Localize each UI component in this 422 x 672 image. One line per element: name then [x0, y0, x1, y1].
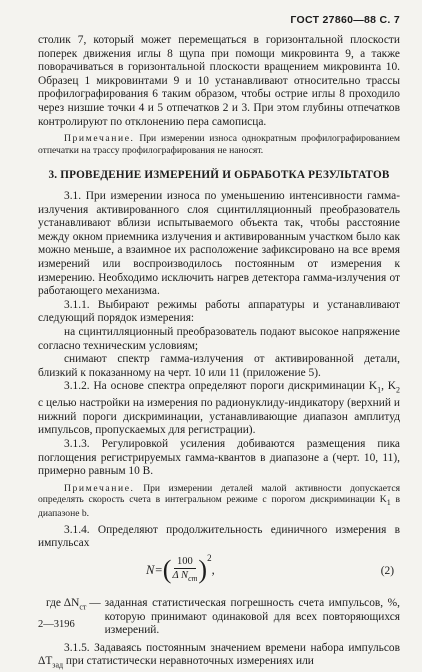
paragraph-3-1-5 — [38, 642, 400, 672]
paragraph-spectrum: снимают спектр гамма-излучения от активированной детали, близкий к показанному на черт. 10 или 11 (приложение 5). — [38, 353, 400, 379]
paragraph-3-1-4: 3.1.4. Определяют продолжительность единичного измерения в импульсах — [38, 523, 400, 550]
formula-comma: , — [211, 562, 215, 577]
formula-legend-term-text: где ΔN — [46, 597, 80, 610]
note-2-subscript: 1 — [386, 498, 391, 508]
note-2-label: Примечание. — [64, 482, 135, 494]
note-1-text: При измерении износа однократным профилографированием отпечатки на трассу профилографирования не наносят. — [38, 133, 400, 156]
formula-legend-description: заданная статистическая погрешность счета импульсов, %, которую принимают одинаковой для всех повторяющихся измерений. — [104, 597, 400, 637]
formula-legend-term-subscript: ст — [79, 602, 87, 612]
formula-right-paren: ) — [198, 555, 208, 585]
note-2-text-a: При измерении деталей малой активности допускается определять скорость счета в интегральном режиме с порогом дискриминации K — [38, 482, 401, 506]
note-2 — [38, 483, 400, 520]
paragraph-3-1-2-text-a: 3.1.2. На основе спектра определяют пороги дискриминации K — [64, 380, 378, 393]
formula-number: (2) — [380, 565, 394, 578]
paragraph-3-1-2-text-c: с целью настройки на измерения по радионуклиду-индикатору (верхний и нижний пороги дискриминации, устанавливающие диапазон амплитуд импульсов, пропускаемых для регистрации). — [38, 397, 400, 437]
paragraph-3-1-3: 3.1.3. Регулировкой усиления добиваются размещения пика поглощения регистрируемых гамма-квантов в диапазоне а (черт. 10, 11), примерно равным 10 В. — [38, 437, 400, 478]
formula-left-paren: ( — [162, 555, 172, 585]
k1-subscript: 1 — [377, 385, 382, 395]
formula-legend-dash: — — [86, 597, 101, 610]
formula-legend — [38, 597, 400, 638]
formula-denominator — [172, 569, 197, 585]
formula-numerator: 100 — [174, 555, 196, 569]
formula-denominator-text: Δ N — [172, 570, 189, 582]
delta-t-subscript: зад — [52, 660, 64, 670]
formula-fraction — [172, 555, 197, 585]
formula-denominator-subscript: ст — [188, 574, 198, 584]
page-header: ГОСТ 27860—88 С. 7 — [290, 14, 400, 26]
paragraph-3-1: 3.1. При измерении износа по уменьшению интенсивности гамма-излучения активированного слоя сцинтилляционный преобразователь устанавливают вблизи испытываемого объекта так, чтобы расстояние между окном приемника излучения и активированным участком было как можно меньше, а взаимное их расположение зафиксировано на все время измерений или воспроизводилось постоянным от измерения к измерению. Необходимо исключить нагрев детектора гамма-излучения от работающего механизма. — [38, 189, 400, 298]
note-1-label: Примечание. — [64, 133, 135, 145]
formula-expression — [146, 555, 215, 585]
formula-legend-term — [38, 597, 105, 638]
formula-lhs: N= — [146, 562, 163, 577]
paragraph-3-1-5-text-a: 3.1.5. Задаваясь постоянным значением времени набора импульсов ΔT — [38, 641, 400, 668]
paragraph-3-1-1: 3.1.1. Выбирают режимы работы аппаратуры и устанавливают следующий порядок измерения: — [38, 298, 400, 325]
note-2-text-b: в диапазоне b. — [38, 494, 400, 520]
formula-2 — [38, 555, 400, 595]
paragraph-continuation: столик 7, который может перемещаться в горизонтальной плоскости поперек движения иглы 8 щупа при помощи микровинта 9, а также поворачиваться в горизонтальной плоскости вращением микровинта 10. Образец 1 микровинтами 9 и 10 устанавливают относительно трассы профилографирования 6 таким образом, чтобы острие иглы 8 проходило через низшие точки 4 и 5 отпечатков 2 и 3. При этом глубины отпечатков контролируют по отклонению пера самописца. — [38, 34, 400, 128]
paragraph-3-1-2-text-b: , K — [381, 380, 396, 393]
note-1 — [38, 133, 400, 156]
paragraph-3-1-2 — [38, 380, 400, 438]
paragraph-scintillator: на сцинтилляционный преобразователь подают высокое напряжение согласно техническим условиям; — [38, 325, 400, 352]
formula-exponent: 2 — [207, 553, 212, 564]
paragraph-3-1-5-text-b: при статистически неравноточных измерениях или — [63, 655, 314, 668]
k2-subscript: 2 — [396, 385, 400, 395]
section-title: 3. ПРОВЕДЕНИЕ ИЗМЕРЕНИЙ И ОБРАБОТКА РЕЗУЛЬТАТОВ — [48, 168, 390, 181]
page-footer-signature: 2—3196 — [38, 619, 75, 630]
